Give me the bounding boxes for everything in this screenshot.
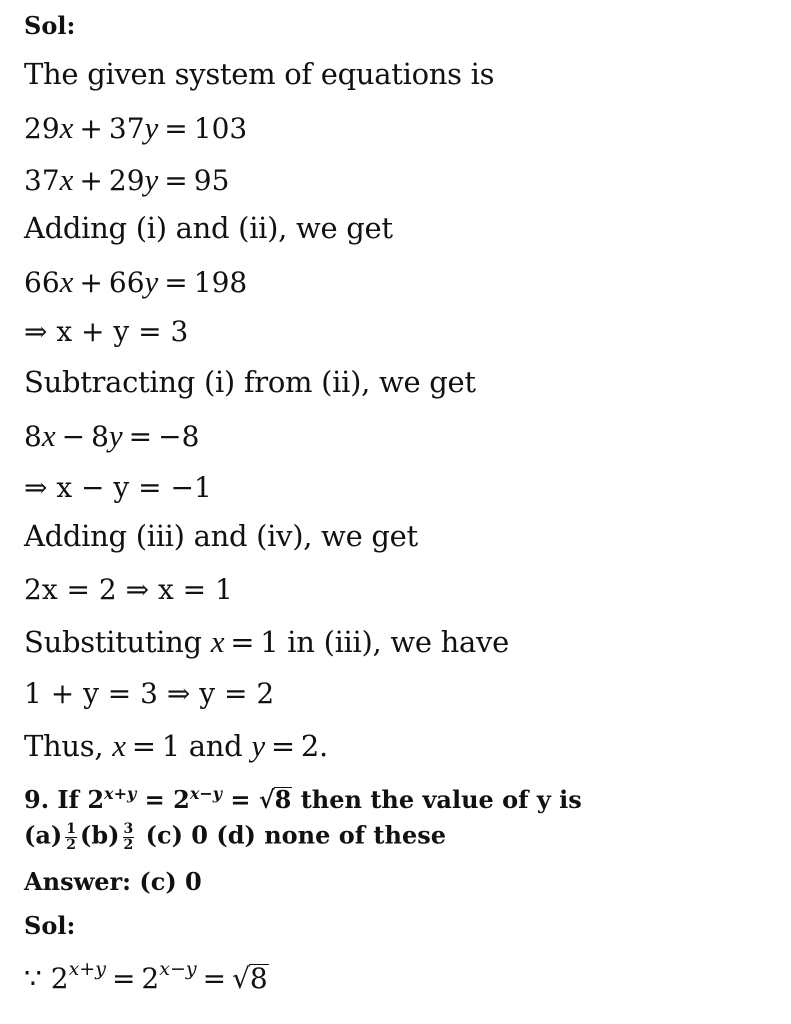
question-number: 9. If xyxy=(24,785,79,814)
equation-1: 29x + 37y = 103 xyxy=(24,110,248,145)
conclusion-pre: Thus, xyxy=(24,729,104,763)
conclusion-x-value: 1 xyxy=(161,729,180,763)
diff-coef-y: 8 xyxy=(91,420,109,453)
sol-heading-2: Sol: xyxy=(24,911,76,940)
subtracting-text: Subtracting (i) from (ii), we get xyxy=(24,365,476,399)
equation-2: 37x + 29y = 95 xyxy=(24,162,230,197)
question-9: 9. If $2^{x+y} = 2^{x-y} = √8$ then the value of y is xyxy=(24,784,582,814)
question-exponent-1: x+y xyxy=(104,784,137,803)
adding-i-ii-text: Adding (i) and (ii), we get xyxy=(24,211,393,245)
sol2-equation: ∵ $2^{x+y} = 2^{x-y} = √8$ xyxy=(24,958,268,995)
option-a-label: (a) xyxy=(24,820,63,850)
sol2-radicand: 8 xyxy=(249,962,268,995)
because-symbol: ∵ xyxy=(24,962,42,995)
question-exponent-2: x−y xyxy=(189,784,223,803)
question-tail: then the value of y is xyxy=(300,785,582,814)
answer-line: Answer: (c) 0 xyxy=(24,867,202,896)
adding-iii-iv-text: Adding (iii) and (iv), we get xyxy=(24,519,418,553)
eq2-rhs: 95 xyxy=(193,164,230,197)
sum-coef-x: 66 xyxy=(24,266,60,299)
substituting-value: 1 xyxy=(260,625,279,659)
eq2-coef-x: 37 xyxy=(24,164,60,197)
intro-text: The given system of equations is xyxy=(24,57,495,91)
eq2-coef-y: 29 xyxy=(108,164,145,197)
conclusion-line: Thus, x = 1 and y = 2. xyxy=(24,728,328,763)
eq1-coef-y: 37 xyxy=(108,112,145,145)
equation-diff: 8x − 8y = −8 xyxy=(24,418,200,453)
sum-rhs: 198 xyxy=(193,266,248,299)
diff-coef-x: 8 xyxy=(24,420,42,453)
equation-x: 2x = 2 ⇒ x = 1 xyxy=(24,573,233,606)
substituting-post: in (iii), we have xyxy=(287,625,509,659)
sol-heading: Sol: xyxy=(24,11,76,40)
options-rest: (c) 0 (d) none of these xyxy=(145,820,447,850)
substituting-line: Substituting x = 1 in (iii), we have xyxy=(24,624,509,659)
option-b-label: (b) xyxy=(80,820,120,850)
equation-iv: ⇒ x − y = −1 xyxy=(24,471,212,504)
question-radicand: 8 xyxy=(274,785,292,814)
conclusion-and: and xyxy=(188,729,243,763)
question-base-2: 2 xyxy=(173,785,190,814)
option-b-fraction: $\frac{3}{2}$ xyxy=(123,821,134,853)
question-base-1: 2 xyxy=(87,785,105,814)
eq1-coef-x: 29 xyxy=(24,112,60,145)
sum-coef-y: 66 xyxy=(108,266,145,299)
sol2-exponent-2: x−y xyxy=(159,958,197,980)
answer-options xyxy=(24,822,446,852)
eq1-rhs: 103 xyxy=(193,112,248,145)
equation-iii: ⇒ x + y = 3 xyxy=(24,315,189,348)
sol2-exponent-1: x+y xyxy=(68,958,106,980)
diff-rhs: −8 xyxy=(158,420,200,453)
substituting-pre: Substituting xyxy=(24,625,202,659)
equation-sum: 66x + 66y = 198 xyxy=(24,264,248,299)
option-a-fraction: $\frac{1}{2}$ xyxy=(66,821,77,853)
conclusion-y-value: 2. xyxy=(300,729,328,763)
equation-y: 1 + y = 3 ⇒ y = 2 xyxy=(24,677,275,710)
